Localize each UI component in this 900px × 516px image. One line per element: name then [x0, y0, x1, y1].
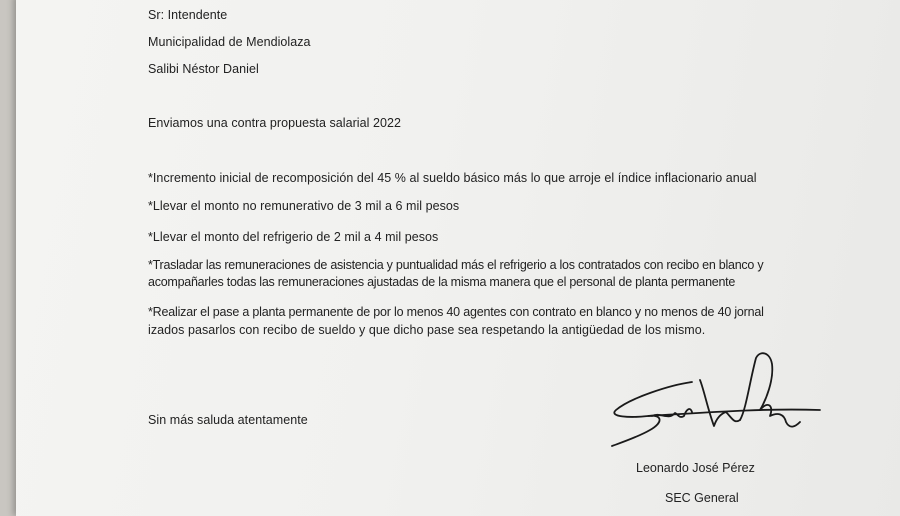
recipient-name-line: Salibi Néstor Daniel [148, 62, 259, 76]
item-1: *Incremento inicial de recomposición del 45 % al sueldo básico más lo que arroje el índice inflacionario anual [148, 171, 757, 185]
signatory-name: Leonardo José Pérez [636, 461, 755, 475]
item-5-line-1: *Realizar el pase a planta permanente de por lo menos 40 agentes con contrato en blanco y no menos de 40 jornal [148, 305, 764, 319]
item-4-line-2: acompañarles todas las remuneraciones ajustadas de la misma manera que el personal de planta permanente [148, 275, 736, 289]
item-3: *Llevar el monto del refrigerio de 2 mil a 4 mil pesos [148, 230, 439, 244]
handwritten-signature [600, 340, 830, 450]
item-2: *Llevar el monto no remunerativo de 3 mil a 6 mil pesos [148, 199, 460, 213]
signatory-role: SEC General [665, 491, 739, 505]
item-4-line-1: *Trasladar las remuneraciones de asistencia y puntualidad más el refrigerio a los contratados con recibo en blanco y [148, 258, 764, 272]
closing-line: Sin más saluda atentamente [148, 413, 308, 427]
recipient-line: Sr: Intendente [148, 8, 228, 22]
item-5-line-2: izados pasarlos con recibo de sueldo y que dicho pase sea respetando la antigüedad de los mismo. [148, 323, 706, 337]
institution-line: Municipalidad de Mendiolaza [148, 35, 311, 49]
intro-line: Enviamos una contra propuesta salarial 2022 [148, 116, 401, 130]
